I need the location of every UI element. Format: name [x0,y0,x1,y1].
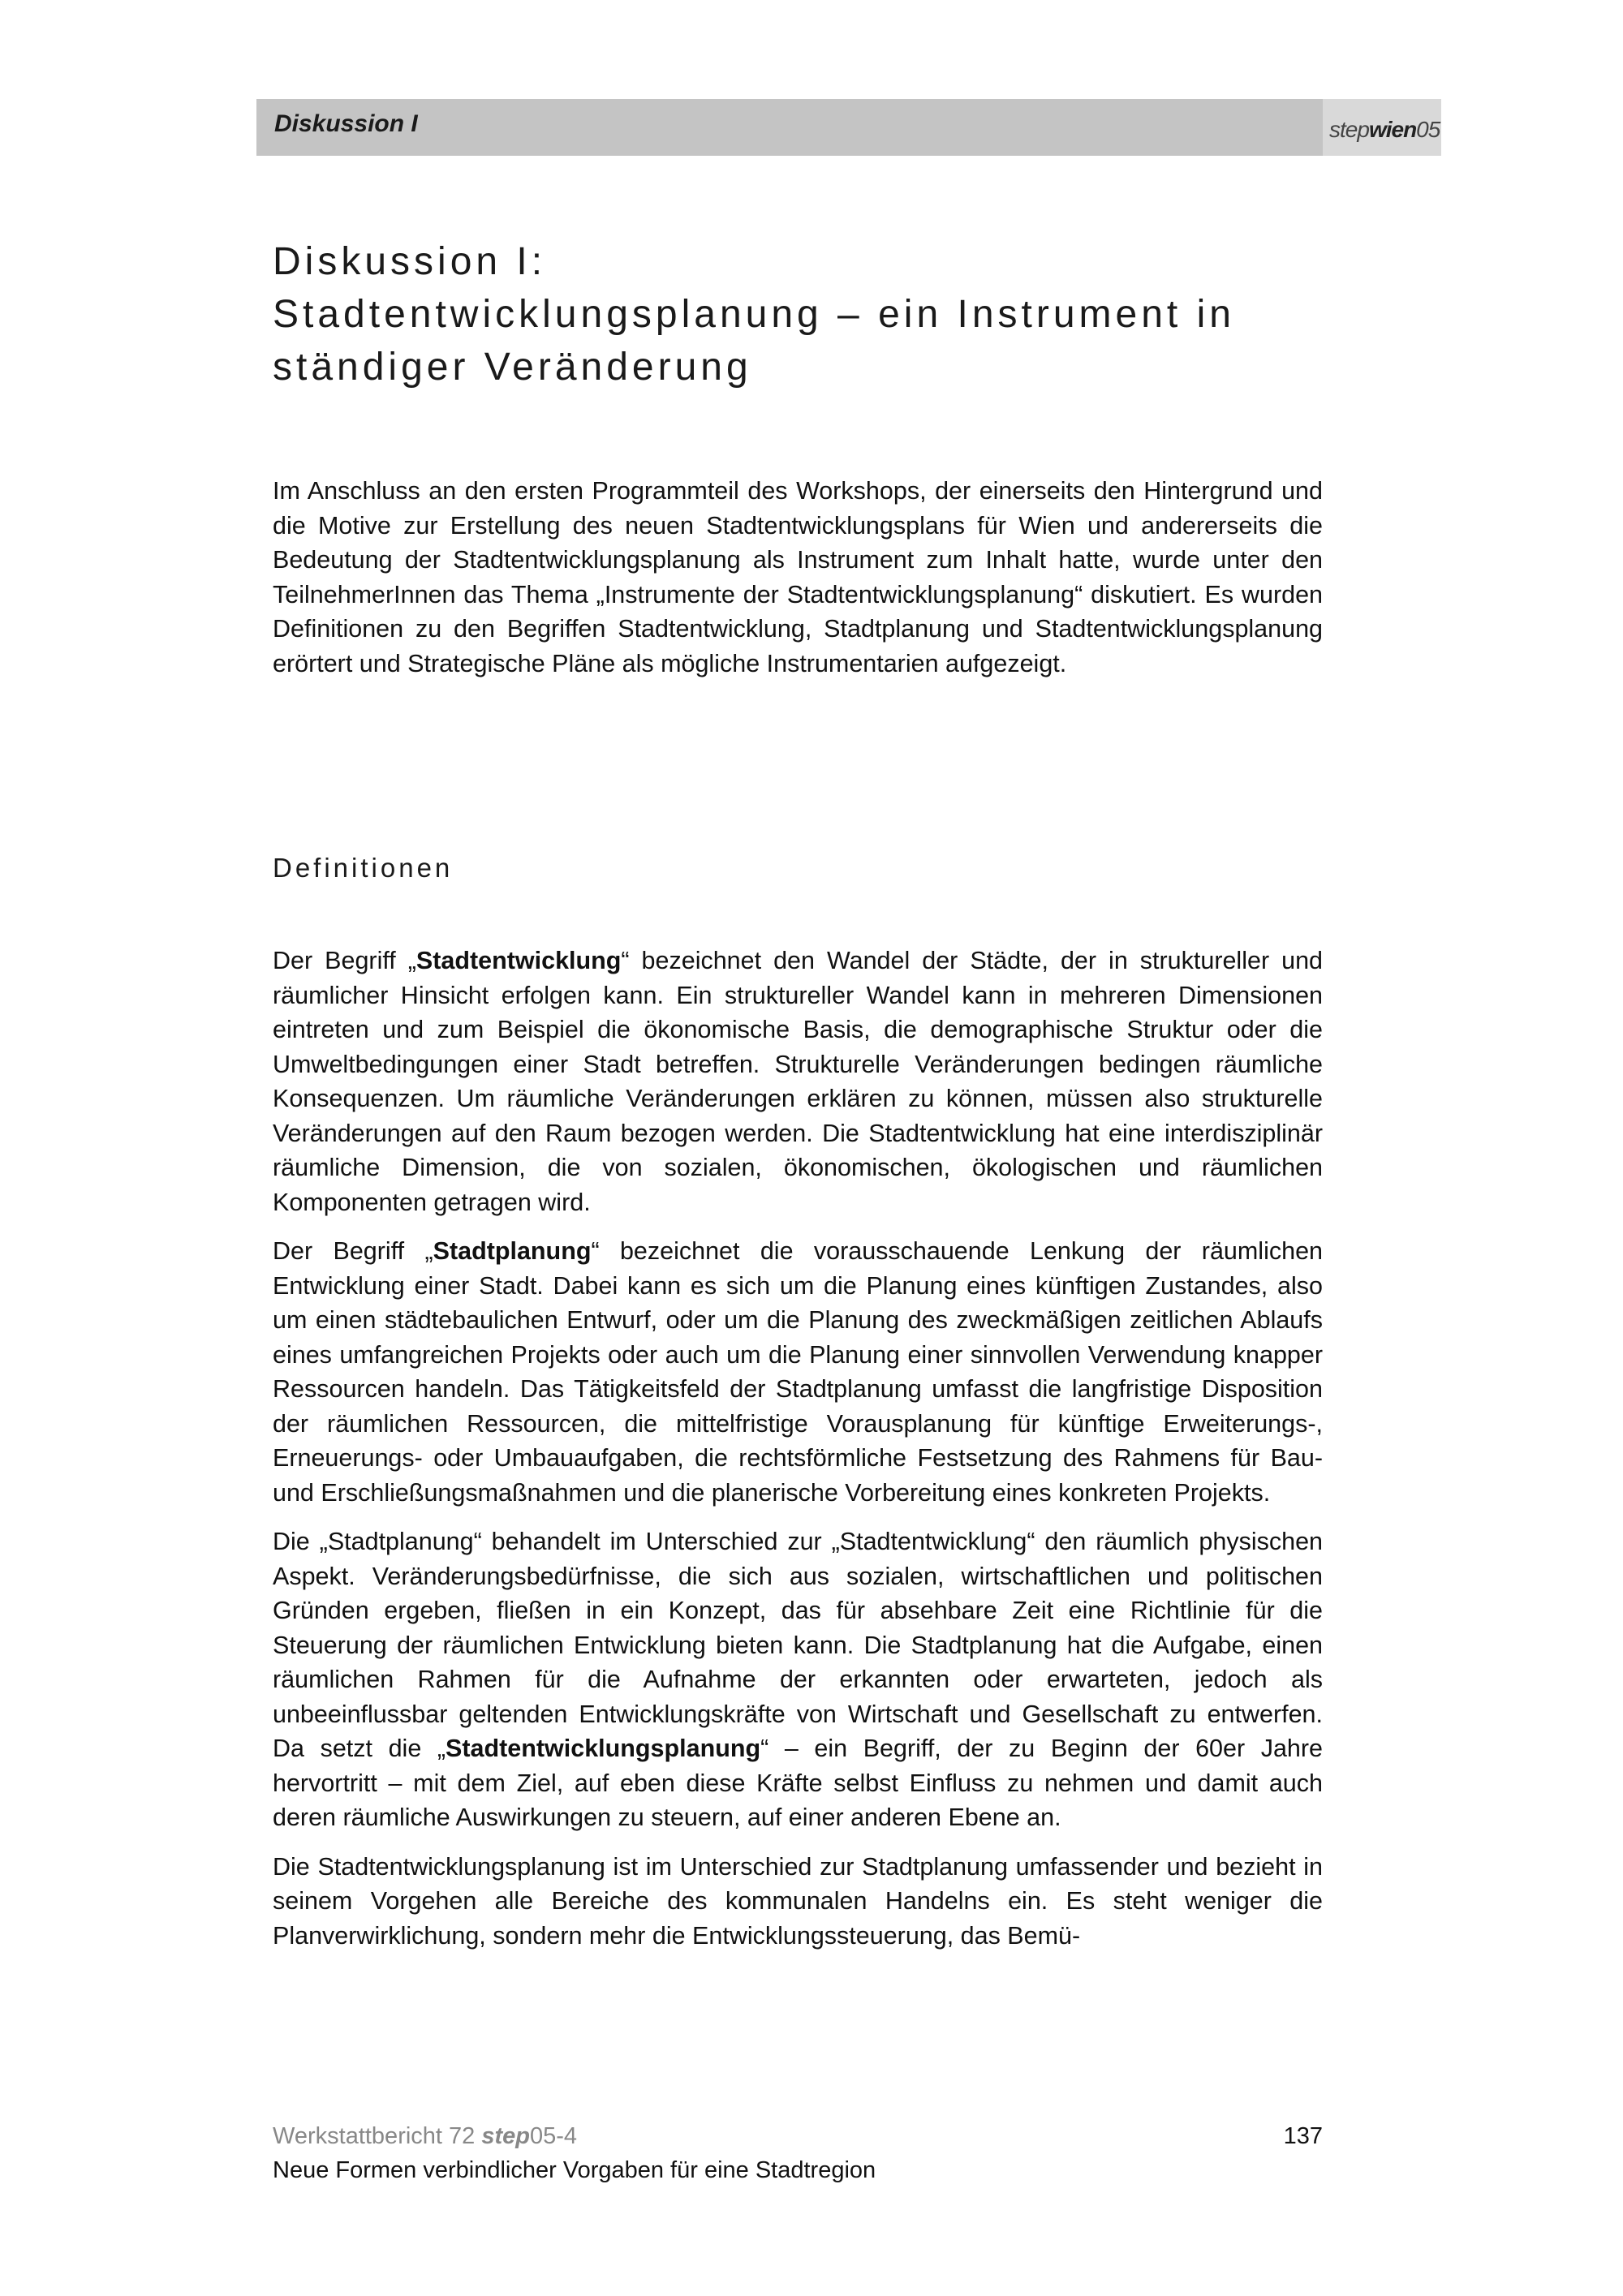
paragraph-stadtplanung [273,1234,1323,1510]
report-suffix: 05-4 [530,2123,578,2149]
header-label: Diskussion I [274,110,418,137]
title-line-3: ständiger Veränderung [273,346,752,389]
page-title [273,235,1409,393]
logo-text [1329,117,1440,143]
p1-text-before: Der Begriff „ [273,947,416,974]
p2-text-after: “ bezeichnet die vorausschauende Lenkung der räumlichen Entwicklung einer Stadt. Dabei kann es sich um die Planung eines künftigen Zustandes, also um einen städtebaulichen Entwurf, oder um die Planung des zweckmäßigen zeitlichen Ablaufs eines umfangreichen Projekts oder auch um die Planung einer sinnvollen Verwendung knapper Ressourcen handeln. Das Tätigkeitsfeld der Stadtplanung umfasst die langfristige Disposition der räumlichen Ressourcen, die mittelfristige Vorausplanung für künftige Erweiterungs-, Erneuerungs- oder Umbauaufgaben, die rechtsförmliche Festsetzung des Rahmens für Bau- und Erschließungsmaßnahmen und die planerische Vorbereitung eines konkreten Projekts. [273,1237,1323,1507]
logo-year: 05 [1416,117,1440,142]
header-bar [256,99,1441,156]
intro-block [273,474,1323,681]
intro-paragraph: Im Anschluss an den ersten Programmteil des Workshops, der einerseits den Hintergrund und die Motive zur Erstellung des neuen Stadtentwicklungsplans für Wien und andererseits die Bedeutung der Stadtentwicklungsplanung als Instrument zum Inhalt hatte, wurde unter den TeilnehmerInnen das Thema „Instrumente der Stadtentwicklungsplanung“ diskutiert. Es wurden Definitionen zu den Begriffen Stadtentwicklung, Stadtplanung und Stadtentwicklungsplanung erörtert und Strategische Pläne als mögliche Instrumentarien aufgezeigt. [273,477,1323,677]
title-line-2: Stadtentwicklungsplanung – ein Instrument in [273,293,1235,336]
page-number: 137 [1283,2123,1323,2149]
p1-text-after: “ bezeichnet den Wandel der Städte, der in struktureller und räumlicher Hinsicht erfolgen kann. Ein struktureller Wandel kann in mehreren Dimensionen eintreten und zum Beispiel die ökonomische Basis, die demographische Struktur oder die Umweltbedingungen einer Stadt betreffen. Strukturelle Veränderungen bedingen räumliche Konsequenzen. Um räumliche Veränderungen erklären zu können, müssen also strukturelle Veränderungen auf den Raum bezogen werden. Die Stadtentwicklung hat eine interdisziplinär räumliche Dimension, die von sozialen, ökonomischen, ökologischen und räumlichen Komponenten getragen wird. [273,947,1323,1216]
term-stadtplanung: Stadtplanung [433,1237,592,1265]
report-step: step [481,2123,530,2149]
section-heading: Definitionen [273,853,454,883]
logo-step: step [1329,117,1369,142]
term-stadtentwicklungsplanung: Stadtentwicklungsplanung [446,1735,761,1762]
p3-text-before: Die „Stadtplanung“ behandelt im Unterschied zur „Stadtentwicklung“ den räumlich physischen Aspekt. Veränderungsbedürfnisse, die sich aus sozialen, wirtschaftlichen und politischen Gründen ergeben, fließen in ein Konzept, das für absehbare Zeit eine Richtlinie für die Steuerung der räumlichen Entwicklung bieten kann. Die Stadtplanung hat die Aufgabe, einen räumlichen Rahmen für die Aufnahme der erkannten oder erwarteten, jedoch als unbeeinflussbar geltenden Entwicklungskräfte von Wirtschaft und Gesellschaft zu entwerfen. Da setzt die „ [273,1528,1323,1762]
report-subtitle: Neue Formen verbindlicher Vorgaben für eine Stadtregion [273,2157,876,2183]
report-prefix: Werkstattbericht 72 [273,2123,482,2149]
title-line-1: Diskussion I: [273,240,547,283]
page-footer [273,2119,1323,2187]
p3-text-after: “ – ein Begriff, der zu Beginn der 60er Jahre hervortritt – mit dem Ziel, auf eben diese Kräfte selbst Einfluss zu nehmen und damit auch deren räumliche Auswirkungen zu steuern, auf einer anderen Ebene an. [273,1735,1324,1831]
paragraph-stadtentwicklung [273,944,1323,1219]
logo-wien: wien [1368,117,1417,142]
paragraph-comparison: Die Stadtentwicklungsplanung ist im Unterschied zur Stadtplanung umfassender und bezieht in seinem Vorgehen alle Bereiche des kommunalen Handelns ein. Es steht weniger die Planverwirklichung, sondern mehr die Entwicklungssteuerung, das Bemü- [273,1852,1323,1950]
definitions-block [273,944,1323,1967]
paragraph-stadtentwicklungsplanung [273,1524,1323,1835]
term-stadtentwicklung: Stadtentwicklung [415,947,622,974]
p2-text-before: Der Begriff „ [273,1237,433,1265]
step-wien-logo [1323,99,1441,156]
report-title [273,2119,1323,2153]
